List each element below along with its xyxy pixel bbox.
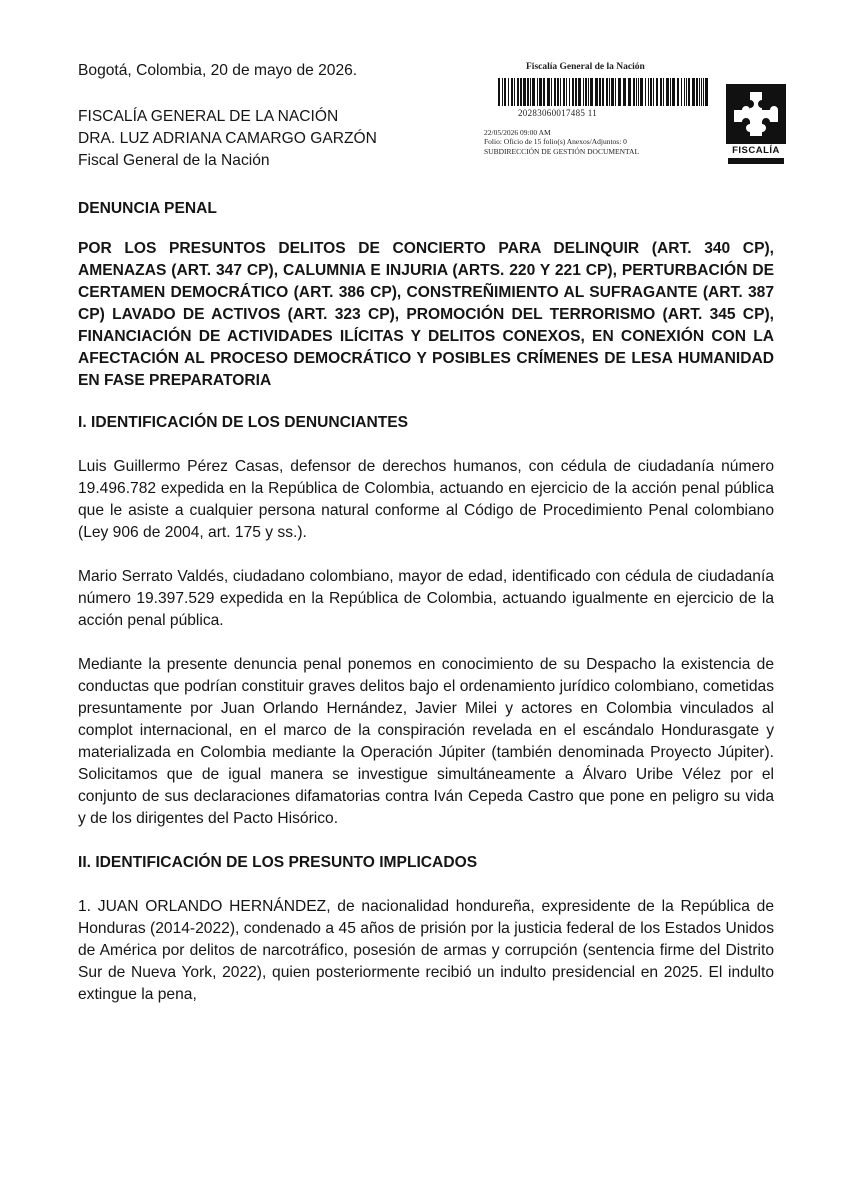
letter-header (78, 60, 478, 172)
stamp-office: SUBDIRECCIÓN DE GESTIÓN DOCUMENTAL (484, 147, 640, 156)
document-type: DENUNCIA PENAL (78, 200, 217, 217)
fiscalia-puzzle-icon (726, 84, 786, 144)
paragraph-denunciante-2: Mario Serrato Valdés, ciudadano colombiano, mayor de edad, identificado con cédula de ciudadanía número 19.397.529 expedida en la República de Colombia, actuando igualmente en ejercicio de la acción penal pública. (78, 568, 774, 629)
stamp-datetime: 22/05/2026 09:00 AM (484, 128, 551, 137)
filing-stamp (482, 58, 722, 176)
recipient-institution: FISCALÍA GENERAL DE LA NACIÓN (78, 108, 339, 125)
paragraph-implicado-1: 1. JUAN ORLANDO HERNÁNDEZ, de nacionalidad hondureña, expresidente de la República de Honduras (2014-2022), condenado a 45 años de prisión por la justicia federal de los Estados Unidos de América por delitos de narcotráfico, posesión de armas y corrupción (sentencia firme del Distrito Sur de Nueva York, 2022), quien posteriormente recibió un indulto presidencial en 2025. El indulto extingue la pena, (78, 898, 774, 1003)
section-heading-denunciantes: I. IDENTIFICACIÓN DE LOS DENUNCIANTES (78, 414, 409, 431)
logo-wordmark: FISCALÍA (732, 145, 780, 156)
logo-underline (728, 158, 784, 164)
barcode-icon (498, 78, 708, 106)
paragraph-object: Mediante la presente denuncia penal ponemos en conocimiento de su Despacho la existencia de conductas que podrían constituir graves delitos bajo el ordenamiento jurídico colombiano, cometidas presuntamente por Juan Orlando Hernández, Javier Milei y actores en Colombia vinculados al complot internacional, en el marco de la conspiración revelada en el escándalo Hondurasgate y materializada en Colombia mediante la Operación Júpiter (también denominada Proyecto Júpiter). Solicitamos que de igual manera se investigue simultáneamente a Álvaro Uribe Vélez por el conjunto de sus declaraciones difamatorias contra Iván Cepeda Castro que pone en peligro su vida y de los dirigentes del Pacto Hisórico. (78, 656, 774, 827)
stamp-organization: Fiscalía General de la Nación (526, 62, 645, 72)
fiscalia-logo (726, 84, 786, 174)
letter-date: Bogotá, Colombia, 20 de mayo de 2026. (78, 62, 358, 79)
document-title: POR LOS PRESUNTOS DELITOS DE CONCIERTO PARA DELINQUIR (ART. 340 CP), AMENAZAS (ART. 347 CP), CALUMNIA E INJURIA (ARTS. 220 Y 221 CP), PERTURBACIÓN DE CERTAMEN DEMOCRÁTICO (ART. 386 CP), CONSTREÑIMIENTO AL SUFRAGANTE (ART. 387 CP) LAVADO DE ACTIVOS (ART. 323 CP), PROMOCIÓN DEL TERRORISMO (ART. 345 CP), FINANCIACIÓN DE ACTIVIDADES ILÍCITAS Y DELITOS CONEXOS, EN CONEXIÓN CON LA AFECTACIÓN AL PROCESO DEMOCRÁTICO Y POSIBLES CRÍMENES DE LESA HUMANIDAD EN FASE PREPARATORIA (78, 240, 774, 389)
document-body (78, 198, 774, 1006)
paragraph-denunciante-1: Luis Guillermo Pérez Casas, defensor de derechos humanos, con cédula de ciudadanía número 19.496.782 expedida en la República de Colombia, actuando en ejercicio de la acción penal pública que le asiste a cualquier persona natural conforme al Código de Procedimiento Penal colombiano (Ley 906 de 2004, art. 175 y ss.). (78, 458, 774, 541)
stamp-code: 20283060017485 11 (518, 108, 598, 118)
section-heading-implicados: II. IDENTIFICACIÓN DE LOS PRESUNTO IMPLICADOS (78, 854, 478, 871)
stamp-folio: Folio: Oficio de 15 folio(s) Anexos/Adjuntos: 0 (484, 137, 627, 146)
recipient-name: DRA. LUZ ADRIANA CAMARGO GARZÓN (78, 130, 377, 147)
recipient-title: Fiscal General de la Nación (78, 152, 270, 169)
